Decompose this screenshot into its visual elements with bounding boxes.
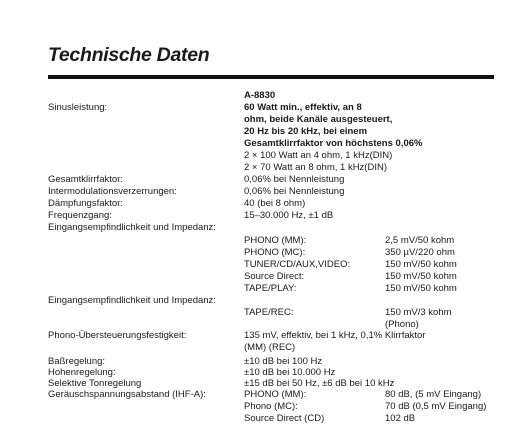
spec-value-phono-overload: 135 mV, effektiv, bei 1 kHz, 0,1% Klirrfaktor [244, 330, 426, 341]
input-value-tape-rec: 150 mV/3 kohm [385, 307, 452, 318]
input-value: 350 µV/220 ohm [385, 247, 455, 258]
spec-value-intermodulation: 0,06% bei Nennleistung [244, 186, 345, 197]
snr-value: 102 dB [385, 413, 416, 424]
spec-value-frequenzgang: 15–30.000 Hz, ±1 dB [244, 210, 334, 221]
page-title: Technische Daten [48, 44, 210, 66]
input-value: 150 mV/50 kohm [385, 259, 457, 270]
input-value: 2,5 mV/50 kohm [385, 235, 455, 246]
spec-value-treble: ±10 dB bei 10.000 Hz [244, 367, 336, 378]
spec-value-line: 2 × 100 Watt an 4 ohm, 1 kHz(DIN) [244, 150, 393, 161]
spec-value-bass: ±10 dB bei 100 Hz [244, 356, 323, 367]
spec-value-selective-tone: ±15 dB bei 50 Hz, ±6 dB bei 10 kHz [244, 378, 395, 389]
input-source: Source Direct: [244, 271, 305, 282]
spec-label-eingangsempfindlichkeit-2: Eingangsempfindlichkeit und Impedanz: [48, 295, 216, 306]
snr-value: 80 dB, (5 mV Eingang) [385, 389, 482, 400]
spec-label-daempfungsfaktor: Dämpfungsfaktor: [48, 198, 123, 209]
spec-value-line: ohm, beide Kanäle ausgesteuert, [244, 114, 393, 125]
spec-label-frequenzgang: Frequenzgang: [48, 210, 112, 221]
snr-value: 70 dB (0,5 mV Eingang) [385, 401, 487, 412]
input-value: 150 mV/50 kohm [385, 283, 457, 294]
input-source: PHONO (MM): [244, 235, 307, 246]
title-rule [48, 75, 494, 79]
input-source: TAPE/PLAY: [244, 283, 297, 294]
spec-value-line: 2 × 70 Watt an 8 ohm, 1 kHz(DIN) [244, 162, 387, 173]
spec-label-sinusleistung: Sinusleistung: [48, 102, 108, 113]
spec-value-line: 60 Watt min., effektiv, an 8 [244, 102, 362, 113]
snr-source: Phono (MC): [244, 401, 298, 412]
spec-label-treble: Hohenregelung: [48, 367, 116, 378]
snr-source: Source Direct (CD) [244, 413, 325, 424]
spec-value-daempfungsfaktor: 40 (bei 8 ohm) [244, 198, 306, 209]
spec-label-snr: Geräuschspannungsabstand (IHF-A): [48, 389, 206, 400]
input-value-tape-rec-note: (Phono) [385, 319, 419, 330]
spec-label-bass: Baßregelung: [48, 356, 106, 367]
snr-source: PHONO (MM): [244, 389, 307, 400]
model-number: A-8830 [244, 90, 276, 101]
input-source: TUNER/CD/AUX,VIDEO: [244, 259, 351, 270]
spec-value-gesamtklirrfaktor: 0,06% bei Nennleistung [244, 174, 345, 185]
spec-value-line: 20 Hz bis 20 kHz, bei einem [244, 126, 368, 137]
input-value: 150 mV/50 kohm [385, 271, 457, 282]
spec-label-phono-overload: Phono-Übersteuerungsfestigkeit: [48, 330, 187, 341]
input-source: PHONO (MC): [244, 247, 306, 258]
spec-value-line: Gesamtklirrfaktor von höchstens 0,06% [244, 138, 423, 149]
spec-label-selective-tone: Selektive Tonregelung [48, 378, 142, 389]
spec-label-gesamtklirrfaktor: Gesamtklirrfaktor: [48, 174, 123, 185]
spec-label-eingangsempfindlichkeit: Eingangsempfindlichkeit und Impedanz: [48, 222, 216, 233]
spec-value-phono-overload-2: (MM) (REC) [244, 342, 296, 353]
spec-label-intermodulation: Intermodulationsverzerrungen: [48, 186, 177, 197]
input-source-tape-rec: TAPE/REC: [244, 307, 294, 318]
